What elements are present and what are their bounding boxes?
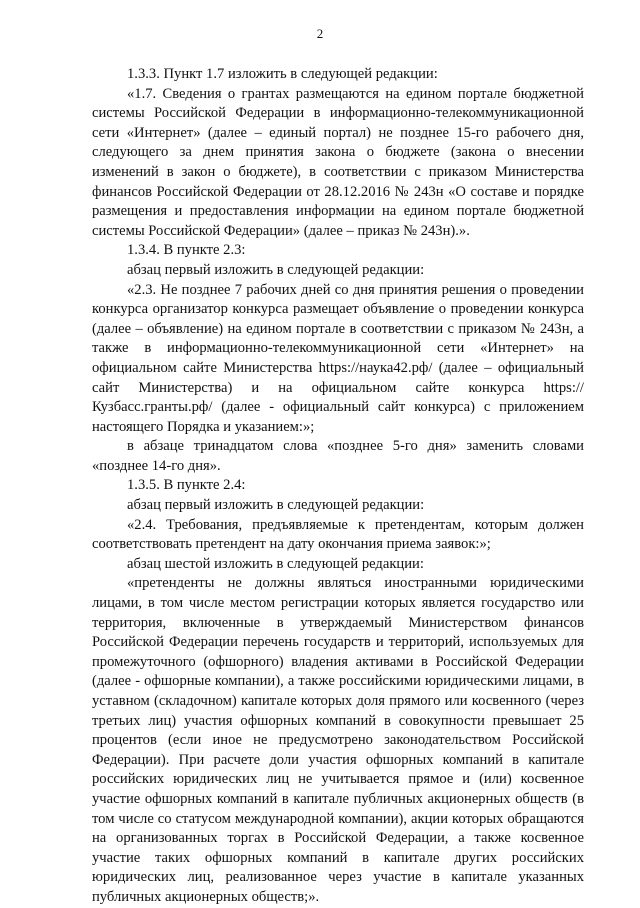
page-number: 2	[316, 26, 324, 41]
paragraph-abzac-13: в абзаце тринадцатом слова «позднее 5-го дня» заменить словами «позднее 14-го дня».	[92, 438, 584, 474]
paragraph-2-4-text: «2.4. Требования, предъявляемые к претендентам, которым должен соответствовать претендент на дату окончания приема заявок:»;	[92, 516, 584, 553]
paragraph-abzac-first-2-3: абзац первый изложить в следующей редакции:	[127, 261, 425, 278]
paragraph-1-3-5: 1.3.5. В пункте 2.4:	[127, 477, 246, 494]
paragraph-offshore-text: «претенденты не должны являться иностранными юридическими лицами, в том числе местом регистрации которых является государство или территория, включенные в утверждаемый Министерством финансов Российской Федерации перечень государств и территорий, используемых для промежуточного (офшорного) владения активами в Российской Федерации (далее - офшорные компании), а также российскими юридическими лицами, в уставном (складочном) капитале которых доля прямого или косвенного (через третьих лиц) участия офшорных компаний в совокупности превышает 25 процентов (если иное не предусмотрено законодательством Российской Федерации). При расчете доли участия офшорных компаний в капитале российских юридических лиц не учитывается прямое и (или) косвенное участие офшорных компаний в капитале публичных акционерных обществ (в том числе со статусом международной компании), акции которых обращаются на организованных торгах в Российской Федерации, а также косвенное участие таких офшорных компаний в капитале других российских юридических лиц, реализованное через участие в капитале указанных публичных акционерных обществ;».	[92, 575, 584, 905]
paragraph-abzac-sixth: абзац шестой изложить в следующей редакции:	[127, 555, 424, 572]
paragraph-1-3-4: 1.3.4. В пункте 2.3:	[127, 242, 246, 259]
paragraph-2-3-text: «2.3. Не позднее 7 рабочих дней со дня принятия решения о проведении конкурса организатор конкурса размещает объявление о проведении конкурса (далее – объявление) на едином портале в соответствии с приказом № 243н, а также в информационно-телекоммуникационной сети «Интернет» на официальном сайте Министерства https://наука42.рф/ (далее – официальный сайт Министерства) и на официальном сайте конкурса https://Кузбасс.гранты.рф/ (далее - официальный сайт конкурса) с приложением настоящего Порядка и указанием:»;	[92, 281, 584, 435]
paragraph-abzac-first-2-4: абзац первый изложить в следующей редакции:	[127, 497, 425, 514]
paragraph-1-7-text: «1.7. Сведения о грантах размещаются на едином портале бюджетной системы Российской Федерации в информационно-телекоммуникационной сети «Интернет» (далее – единый портал) не позднее 15-го рабочего дня, следующего за днем принятия закона о бюджете (закона о внесении изменений в закон о бюджете), в соответствии с приказом Министерства финансов Российской Федерации от 28.12.2016 № 243н «О составе и порядке размещения и предоставления информации на едином портале бюджетной системы Российской Федерации» (далее – приказ № 243н).».	[92, 85, 584, 239]
document-body	[92, 65, 584, 908]
paragraph-1-3-3: 1.3.3. Пункт 1.7 изложить в следующей редакции:	[127, 66, 438, 82]
